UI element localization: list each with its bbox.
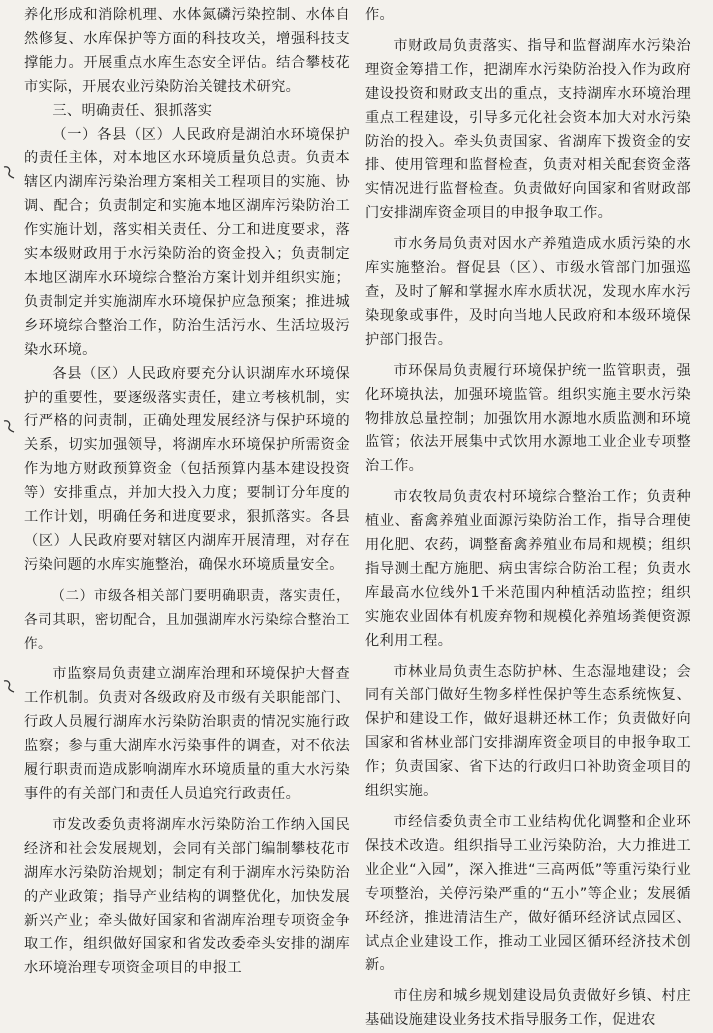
paragraph-research: 养化形成和消除机理、水体氮磷污染控制、水体自然修复、水库保护等方面的科技攻关，增强科技支撑能力。开展重点水库生态安全评估。结合攀枝花市实际，开展农业污染防治关键技术研究。 [24,7,350,95]
left-column [24,4,350,981]
paragraph-body: 负责本辖区内湖库污染治理方案相关工程项目的实施、协调、配合；负责制定和实施本地区湖库污染防治工作实施计划，落实相关责任、分工和进度要求，落实本级财政用于水污染防治的资金投入；负责制定本地区湖库水环境综合整治方案计划并组织实施；负责制定并实施湖库水环境保护应急预案；推进城乡环境综合整治工作，防治生活污水、生活垃圾污染水环境。 [24,150,350,358]
paragraph-lead-italic: （一）各县（区）人民政府是湖泊水环境保护的责任主体，对本地区水环境质量负总责。 [24,126,350,167]
paragraph-county-responsibility [24,124,350,363]
paragraph-development-commission: 市发改委负责将湖库水污染防治工作纳入国民经济和社会发展规划，会同有关部门编制攀枝花市湖库水污染防治规划；制定有利于湖库水污染防治的产业政策；指导产业结构的调整优化，加快发展新兴产业；牵头做好国家和省湖库治理专项资金争取工作，组织做好国家和省发改委牵头安排的湖库水环境治理专项资金项目的申报工 [24,816,350,977]
margin-check-mark-1 [2,164,16,182]
paragraph-housing-bureau: 市住房和城乡规划建设局负责做好乡镇、村庄基础设施建设业务技术指导服务工作，促进农 [365,988,691,1029]
paragraph-supervision-bureau: 市监察局负责建立湖库治理和环境保护大督查工作机制。负责对各级政府及市级有关职能部门、行政人员履行湖库水污染防治职责的情况实施行政监察；参与重大湖库水污染事件的调查，对不依法履行职责而造成影响湖库水环境质量的重大水污染事件的有关部门和责任人员追究行政责任。 [24,666,350,802]
paragraph-water-bureau: 市水务局负责对因水产养殖造成水质污染的水库实施整治。督促县（区）、市级水管部门加强巡查，及时了解和掌握水库水质状况，发现水库水污染现象或事件，及时向当地人民政府和本级环境保护部门报告。 [365,236,691,348]
section-heading: 三、明确责任、狠抓落实 [52,102,213,119]
paragraph-departments-lead: （二）市级各相关部门要明确职责，落实责任，各司其职，密切配合，且加强湖库水污染综合整治工作。 [24,587,350,652]
margin-check-mark-2 [2,418,16,436]
paragraph-environment-bureau: 市环保局负责履行环境保护统一监管职责，强化环境执法，加强环境监管。组织实施主要水污染物排放总量控制；加强饮用水源地水质监测和环境监管；依法开展集中式饮用水源地工业企业专项整治工作。 [365,362,691,475]
right-column [365,4,691,1033]
paragraph-finance-bureau: 市财政局负责落实、指导和监督湖库水污染治理资金筹措工作，把湖库水污染防治投入作为政府建设投资和财政支出的重点，支持湖库水环境治理重点工程建设，引导多元化社会资本加大对水污染防治的投入。牵头负责国家、省湖库下拨资金的安排、使用管理和监督检查，负责对相关配套资金落实情况进行监督检查。负责做好向国家和省财政部门安排湖库资金项目的申报争取工作。 [365,37,691,222]
paragraph-county-government: 各县（区）人民政府要充分认识湖库水环境保护的重要性，要逐级落实责任，建立考核机制，实行严格的问责制，正确处理发展经济与保护环境的关系，切实加强领导，将湖库水环境保护所需资金作为地方财政预算资金（包括预算内基本建设投资等）安排重点，并加大投入力度；要制订分年度的工作计划，明确任务和进度要求，狠抓落实。各县（区）人民政府要对辖区内湖库开展清理，对存在污染问题的水库实施整治，确保水环境质量安全。 [24,365,350,573]
paragraph-forestry-bureau: 市林业局负责生态防护林、生态湿地建设；会同有关部门做好生物多样性保护等生态系统恢复、保护和建设工作，做好退耕还林工作；负责做好向国家和省林业部门安排湖库资金项目的申报争取工作；负责国家、省下达的行政归口补助资金项目的组织实施。 [365,663,691,800]
paragraph-agriculture-bureau: 市农牧局负责农村环境综合整治工作；负责种植业、畜禽养殖业面源污染防治工作，指导合理使用化肥、农药，调整畜禽养殖业布局和规模；组织指导测土配方施肥、病虫害综合防治工程；负责水库最高水位线外1千米范围内种植活动监控；组织实施农业固体有机废弃物和规模化养殖场粪便资源化利用工程。 [365,489,691,649]
paragraph-continuation: 作。 [365,7,395,23]
margin-check-mark-3 [2,678,16,696]
paragraph-economy-commission: 市经信委负责全市工业结构优化调整和企业环保技术改造。组织指导工业污染防治，大力推进工业企业“入园”，深入推进“三高两低”等重污染行业专项整治，关停污染严重的“五小”等企业；发展循环经济，推进清洁生产，做好循环经济试点园区、试点企业建设工作，推动工业园区循环经济技术创新。 [365,814,691,974]
